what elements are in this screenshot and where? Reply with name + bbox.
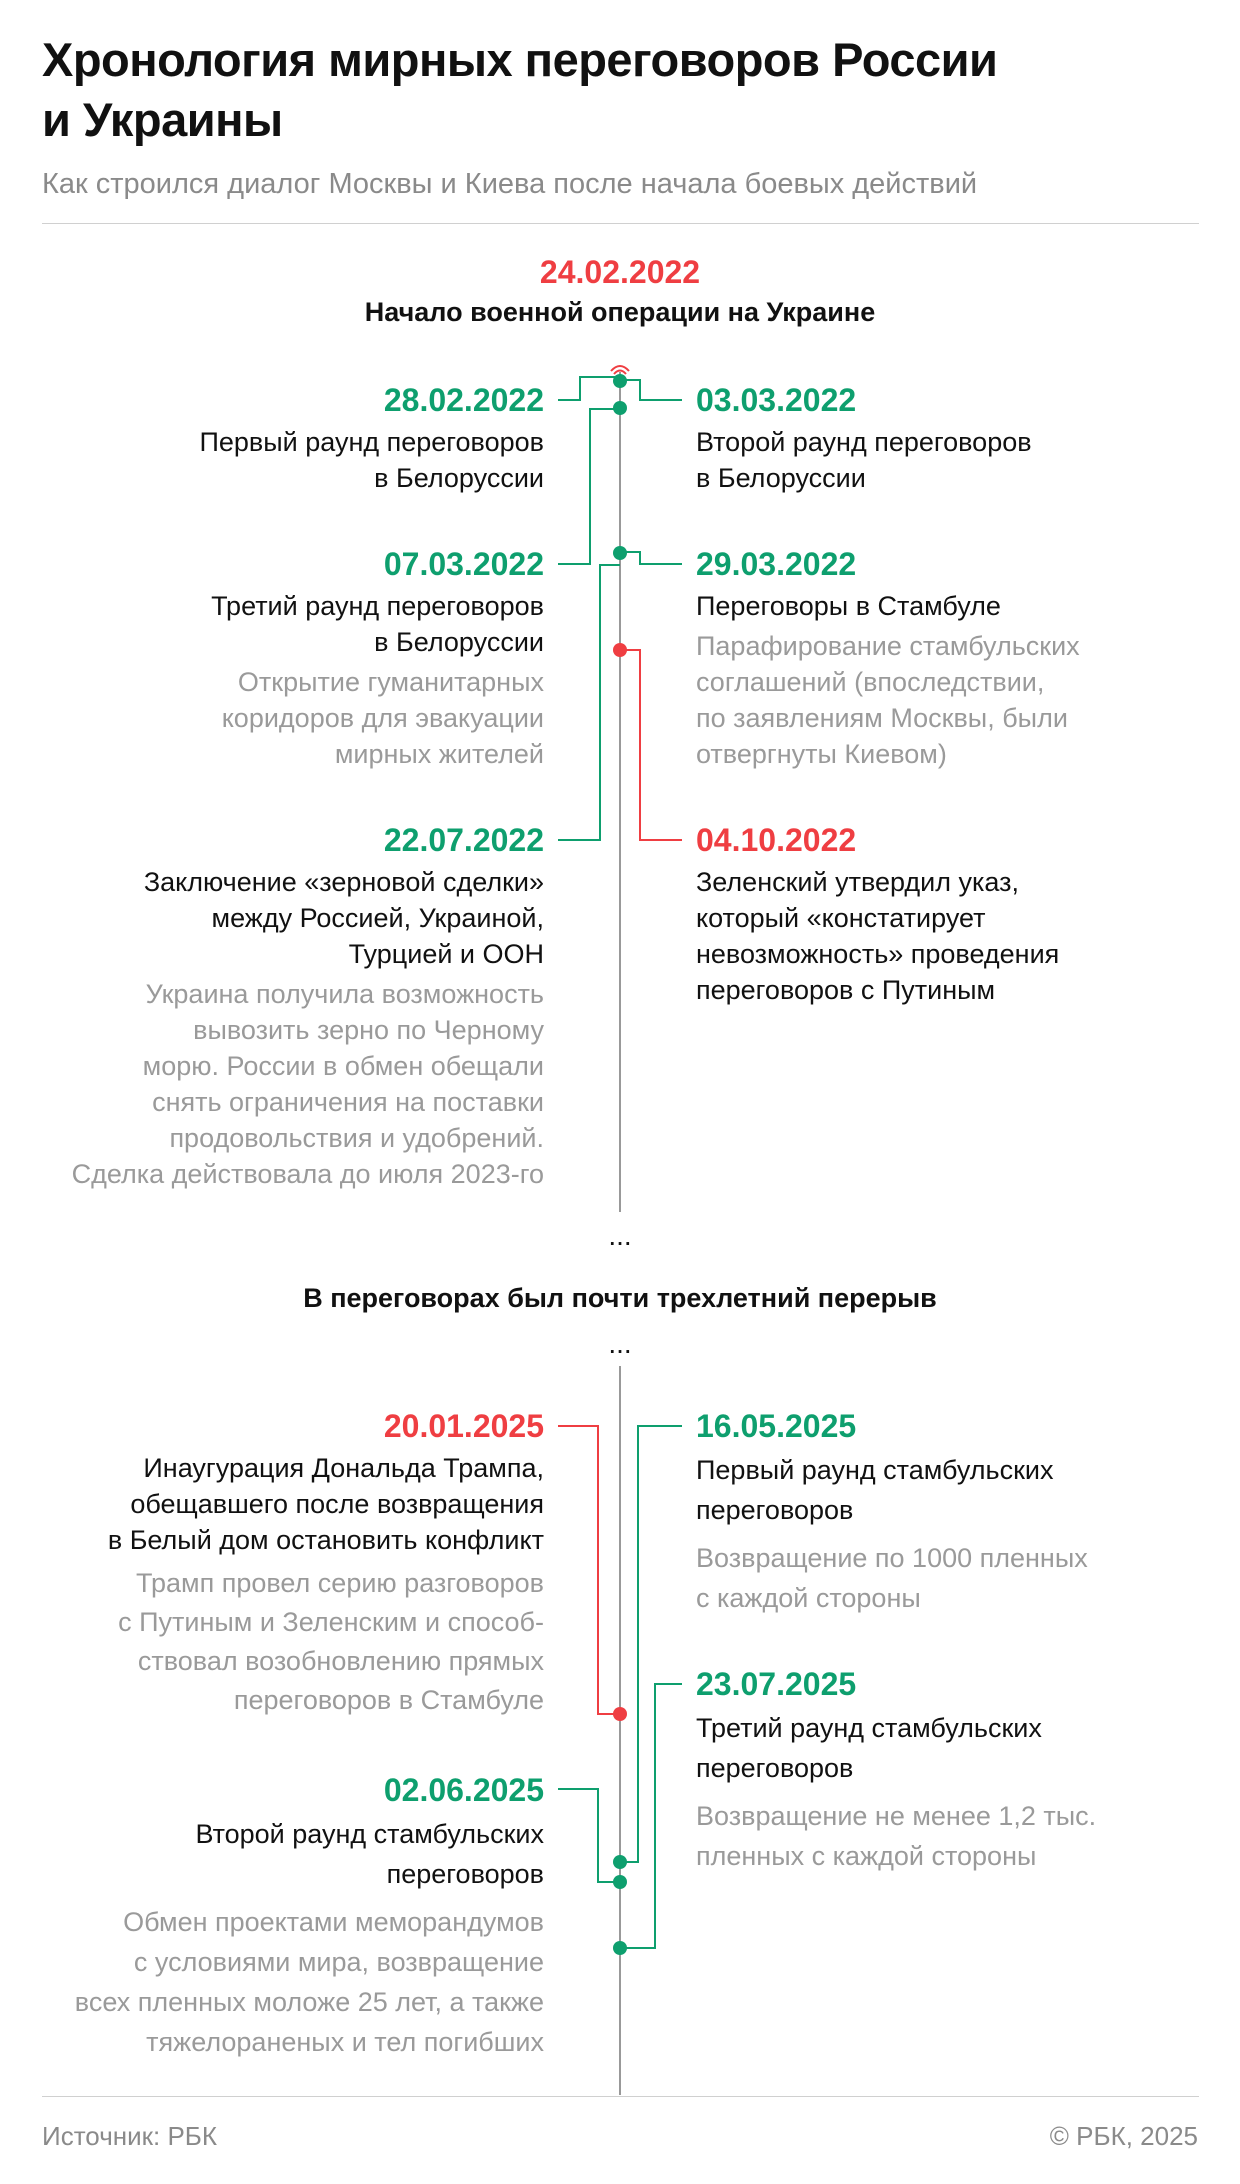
connector-29-03-2022	[620, 552, 682, 564]
event-04-10-2022	[696, 820, 1196, 1008]
event-title-line: невозможность» проведения	[696, 939, 1060, 969]
event-title-line: переговоров	[696, 1753, 854, 1783]
page-subtitle: Как строился диалог Москвы и Киева после начала боевых действий	[42, 168, 978, 200]
event-title-line: Турцией и ООН	[348, 939, 544, 969]
event-title-line: переговоров	[696, 1495, 854, 1525]
connector-07-03-2022	[558, 409, 620, 564]
event-title-line: Заключение «зерновой сделки»	[143, 867, 544, 897]
event-title-line: Второй раунд переговоров	[696, 427, 1032, 457]
event-title-line: Первый раунд переговоров	[199, 427, 544, 457]
dot-02-06-2025	[613, 1875, 627, 1889]
event-20-01-2025	[40, 1406, 544, 1720]
event-07-03-2022	[40, 544, 544, 772]
event-23-07-2025	[696, 1664, 1196, 1876]
event-title-line: обещавшего после возвращения	[130, 1489, 544, 1519]
event-desc-line: Возвращение по 1000 пленных	[696, 1543, 1088, 1573]
event-title-line: Третий раунд переговоров	[211, 591, 544, 621]
footer-copyright: © РБК, 2025	[1049, 2121, 1198, 2151]
start-date: 24.02.2022	[539, 254, 701, 290]
event-title-line: в Белоруссии	[374, 463, 544, 493]
start-title: Начало военной операции на Украине	[364, 297, 876, 327]
event-desc-line: Сделка действовала до июля 2023-го	[71, 1159, 544, 1189]
event-title-line: Третий раунд стамбульских	[696, 1713, 1042, 1743]
event-desc-line: отвергнуты Киевом)	[696, 739, 947, 769]
connector-28-02-2022	[558, 377, 620, 400]
event-title-line: Инаугурация Дональда Трампа,	[143, 1453, 544, 1483]
event-desc-line: Возвращение не менее 1,2 тыс.	[696, 1801, 1097, 1831]
event-date: 20.01.2025	[383, 1408, 544, 1444]
connector-23-07-2025	[620, 1684, 682, 1948]
event-desc-line: Украина получила возможность	[145, 979, 544, 1009]
gap-ellipsis-bottom: ...	[608, 1328, 632, 1359]
event-desc-line: Трамп провел серию разговоров	[136, 1568, 544, 1598]
event-date: 16.05.2025	[696, 1408, 857, 1444]
event-desc-line: снять ограничения на поставки	[152, 1087, 544, 1117]
connector-04-10-2022	[620, 650, 682, 840]
event-title-line: в Белоруссии	[374, 627, 544, 657]
connector-22-07-2022	[558, 565, 620, 840]
connector-16-05-2025	[620, 1426, 682, 1862]
connector-02-06-2025	[558, 1789, 620, 1882]
event-desc-line: переговоров в Стамбуле	[233, 1685, 544, 1715]
event-title-line: в Белоруссии	[696, 463, 866, 493]
dot-28-02-2022	[613, 374, 627, 388]
event-desc-line: Открытие гуманитарных	[237, 667, 544, 697]
event-desc-line: пленных с каждой стороны	[696, 1841, 1037, 1871]
dot-03-03-2022	[613, 401, 627, 415]
event-28-02-2022	[40, 380, 544, 496]
event-03-03-2022	[696, 380, 1196, 496]
event-title-line: переговоров с Путиным	[696, 975, 996, 1005]
footer-source: Источник: РБК	[42, 2121, 217, 2151]
event-date: 04.10.2022	[696, 822, 857, 858]
event-desc-line: по заявлениям Москвы, были	[696, 703, 1068, 733]
dot-23-07-2025	[613, 1941, 627, 1955]
event-title-line: Второй раунд стамбульских	[195, 1819, 544, 1849]
event-desc-line: Парафирование стамбульских	[696, 631, 1080, 661]
event-22-07-2022	[30, 820, 544, 1192]
event-date: 07.03.2022	[383, 546, 544, 582]
event-title-line: переговоров	[386, 1859, 544, 1889]
gap-ellipsis-top: ...	[608, 1220, 632, 1251]
dot-07-03-2022	[613, 546, 627, 560]
event-desc-line: соглашений (впоследствии,	[696, 667, 1045, 697]
event-date: 23.07.2025	[696, 1666, 857, 1702]
event-02-06-2025	[30, 1770, 544, 2062]
connector-03-03-2022	[620, 380, 682, 400]
connector-20-01-2025	[558, 1426, 620, 1714]
event-title-line: Первый раунд стамбульских	[696, 1455, 1054, 1485]
event-date: 02.06.2025	[383, 1772, 544, 1808]
event-title-line: в Белый дом остановить конфликт	[107, 1525, 544, 1555]
event-desc-line: морю. России в обмен обещали	[142, 1051, 544, 1081]
event-desc-line: с каждой стороны	[696, 1583, 921, 1613]
event-16-05-2025	[696, 1406, 1196, 1618]
event-date: 03.03.2022	[696, 382, 857, 418]
event-title-line: между Россией, Украиной,	[211, 903, 544, 933]
event-desc-line: продовольствия и удобрений.	[169, 1123, 544, 1153]
dot-20-01-2025	[613, 1707, 627, 1721]
event-date: 22.07.2022	[383, 822, 544, 858]
dot-29-03-2022	[613, 643, 627, 657]
event-desc-line: тяжелораненых и тел погибших	[146, 2027, 544, 2057]
event-date: 29.03.2022	[696, 546, 857, 582]
event-desc-line: коридоров для эвакуации	[221, 703, 544, 733]
event-title-line: который «констатирует	[696, 903, 986, 933]
event-title-line: Зеленский утвердил указ,	[696, 867, 1019, 897]
page-title: Хронология мирных переговоров России и Украины	[42, 33, 998, 146]
event-desc-line: Обмен проектами меморандумов	[123, 1907, 544, 1937]
event-desc-line: мирных жителей	[334, 739, 544, 769]
event-desc-line: ствовал возобновлению прямых	[137, 1646, 544, 1676]
event-title-line: Переговоры в Стамбуле	[696, 591, 1001, 621]
event-desc-line: вывозить зерно по Черному	[193, 1015, 544, 1045]
event-date: 28.02.2022	[383, 382, 544, 418]
event-desc-line: с Путиным и Зеленским и способ-	[118, 1607, 544, 1637]
event-29-03-2022	[696, 544, 1196, 772]
dot-16-05-2025	[613, 1855, 627, 1869]
footer-divider	[42, 2096, 1199, 2097]
gap-text: В переговорах был почти трехлетний перерыв	[303, 1283, 937, 1313]
event-desc-line: с условиями мира, возвращение	[133, 1947, 544, 1977]
event-desc-line: всех пленных моложе 25 лет, а также	[74, 1987, 544, 2017]
